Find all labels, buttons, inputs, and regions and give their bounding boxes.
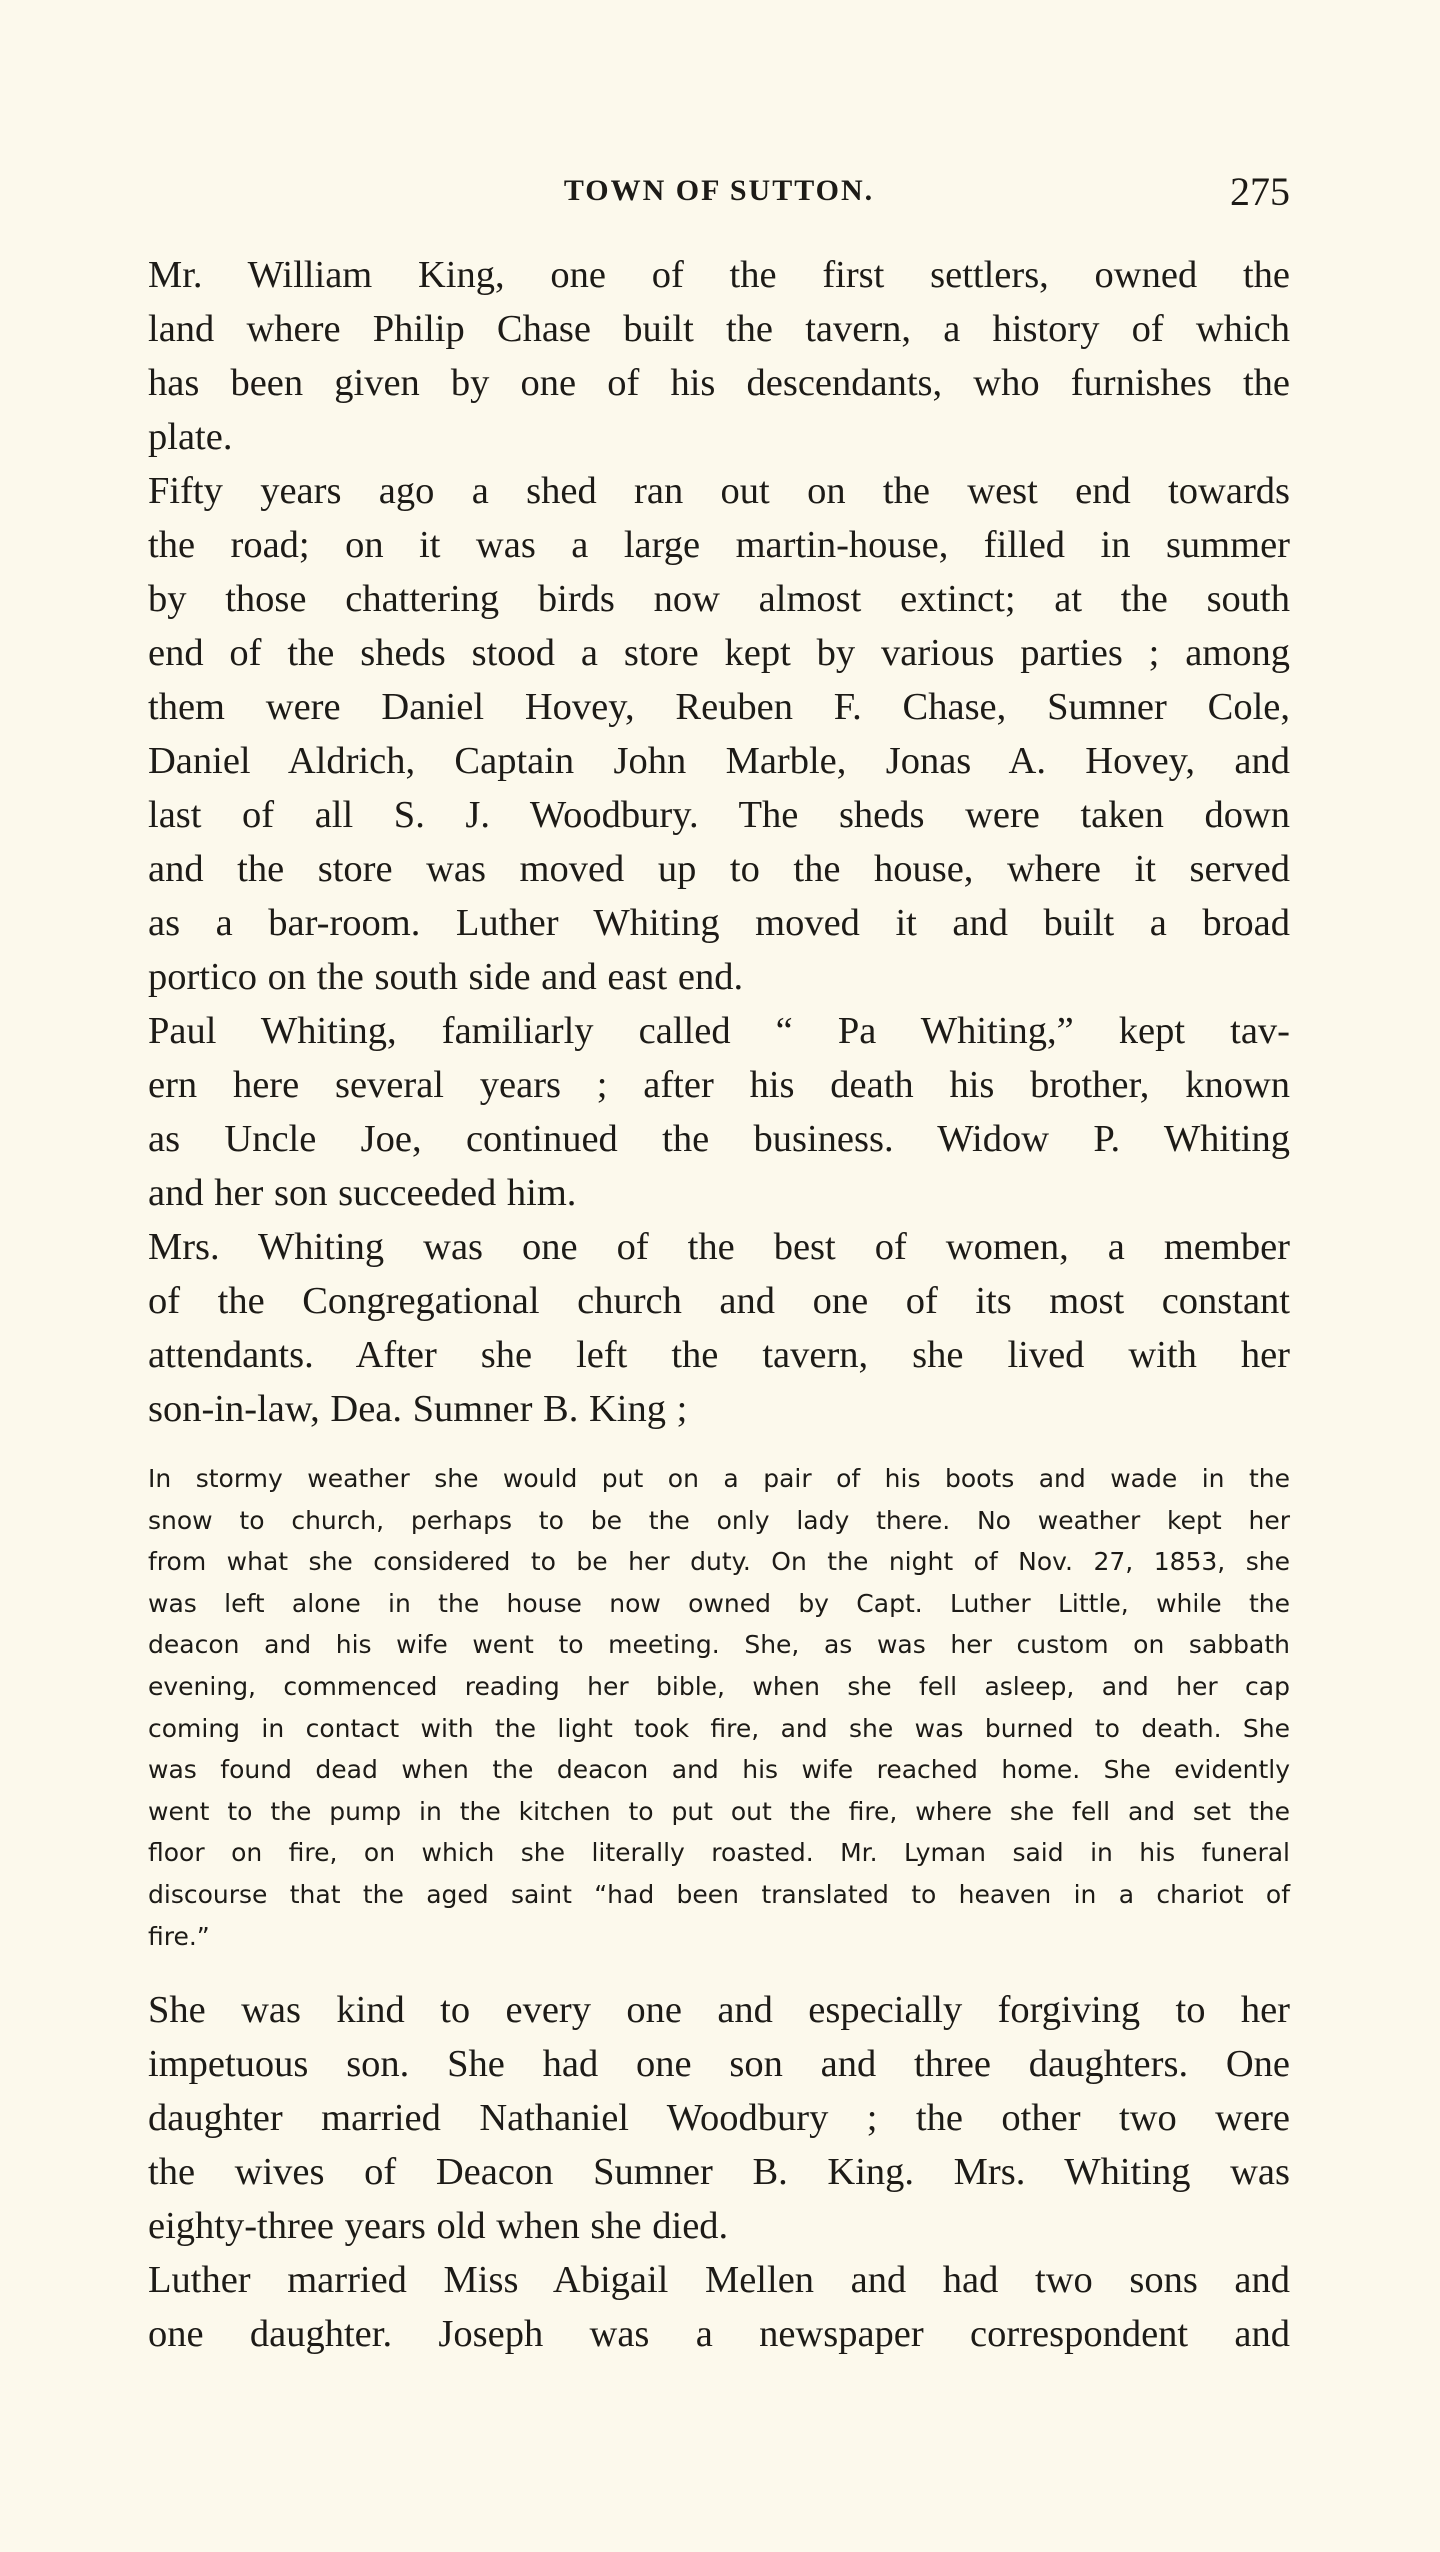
text-line: daughter married Nathaniel Woodbury ; the other two were — [148, 2097, 1290, 2140]
quote-line: deacon and his wife went to meeting. She, as was her custom on sabbath — [148, 1630, 1290, 1660]
text-line: the road; on it was a large martin-house, filled in summer — [148, 524, 1290, 566]
quote-line: was found dead when the deacon and his wife reached home. She evidently — [148, 1755, 1290, 1785]
paragraph-paul-whiting — [148, 1004, 1290, 1220]
text-line: She was kind to every one and especially forgiving to her — [148, 1989, 1290, 2032]
body-text — [148, 248, 1290, 2361]
text-line: Paul Whiting, familiarly called “ Pa Whiting,” kept tav- — [148, 1010, 1290, 1052]
text-line: Daniel Aldrich, Captain John Marble, Jonas A. Hovey, and — [148, 740, 1290, 782]
text-line: end of the sheds stood a store kept by various parties ; among — [148, 632, 1290, 674]
text-line: Fifty years ago a shed ran out on the west end towards — [148, 470, 1290, 512]
text-line: attendants. After she left the tavern, she lived with her — [148, 1334, 1290, 1376]
text-line: one daughter. Joseph was a newspaper correspondent and — [148, 2313, 1290, 2356]
text-line: plate. — [148, 416, 233, 458]
running-head — [148, 168, 1290, 216]
quote-line: floor on fire, on which she literally roasted. Mr. Lyman said in his funeral — [148, 1838, 1290, 1868]
quote-line: coming in contact with the light took fire, and she was burned to death. She — [148, 1713, 1290, 1743]
text-line: the wives of Deacon Sumner B. King. Mrs. Whiting was — [148, 2151, 1290, 2194]
text-line: last of all S. J. Woodbury. The sheds were taken down — [148, 794, 1290, 836]
quote-line: snow to church, perhaps to be the only lady there. No weather kept her — [148, 1505, 1290, 1535]
quote-line: fire.” — [148, 1921, 210, 1951]
text-line: and her son succeeded him. — [148, 1172, 577, 1214]
text-line: portico on the south side and east end. — [148, 956, 744, 998]
text-line: Luther married Miss Abigail Mellen and had two sons and — [148, 2259, 1290, 2302]
text-line: as Uncle Joe, continued the business. Widow P. Whiting — [148, 1118, 1290, 1160]
text-line: of the Congregational church and one of its most constant — [148, 1280, 1290, 1322]
text-line: them were Daniel Hovey, Reuben F. Chase, Sumner Cole, — [148, 686, 1290, 728]
text-line: eighty-three years old when she died. — [148, 2205, 729, 2248]
text-line: Mrs. Whiting was one of the best of women, a member — [148, 1226, 1290, 1268]
quote-line: discourse that the aged saint “had been translated to heaven in a chariot of — [148, 1879, 1290, 1909]
text-line: ern here several years ; after his death his brother, known — [148, 1064, 1290, 1106]
text-line: impetuous son. She had one son and three daughters. One — [148, 2043, 1290, 2086]
running-title: TOWN OF SUTTON. — [563, 174, 875, 207]
text-line: has been given by one of his descendants, who furnishes the — [148, 362, 1290, 404]
page-number: 275 — [1230, 169, 1290, 214]
block-quote — [148, 1458, 1290, 1957]
paragraph-shed-store — [148, 464, 1290, 1004]
paragraph-kind-forgiving — [148, 1983, 1290, 2253]
quote-line: was left alone in the house now owned by Capt. Luther Little, while the — [148, 1588, 1290, 1618]
text-line: as a bar-room. Luther Whiting moved it and built a broad — [148, 902, 1290, 944]
paragraph-luther-married — [148, 2253, 1290, 2361]
text-line: by those chattering birds now almost extinct; at the south — [148, 578, 1290, 620]
text-line: Mr. William King, one of the first settlers, owned the — [148, 254, 1290, 296]
paragraph-mrs-whiting — [148, 1220, 1290, 1436]
quote-line: evening, commenced reading her bible, when she fell asleep, and her cap — [148, 1671, 1290, 1701]
quote-line: from what she considered to be her duty. On the night of Nov. 27, 1853, she — [148, 1547, 1290, 1577]
text-line: son-in-law, Dea. Sumner B. King ; — [148, 1388, 688, 1430]
paragraph-king-tavern — [148, 248, 1290, 464]
quote-line: went to the pump in the kitchen to put out the fire, where she fell and set the — [148, 1796, 1290, 1826]
quote-line: In stormy weather she would put on a pair of his boots and wade in the — [148, 1464, 1290, 1493]
text-line: and the store was moved up to the house, where it served — [148, 848, 1290, 890]
text-line: land where Philip Chase built the tavern, a history of which — [148, 308, 1290, 350]
